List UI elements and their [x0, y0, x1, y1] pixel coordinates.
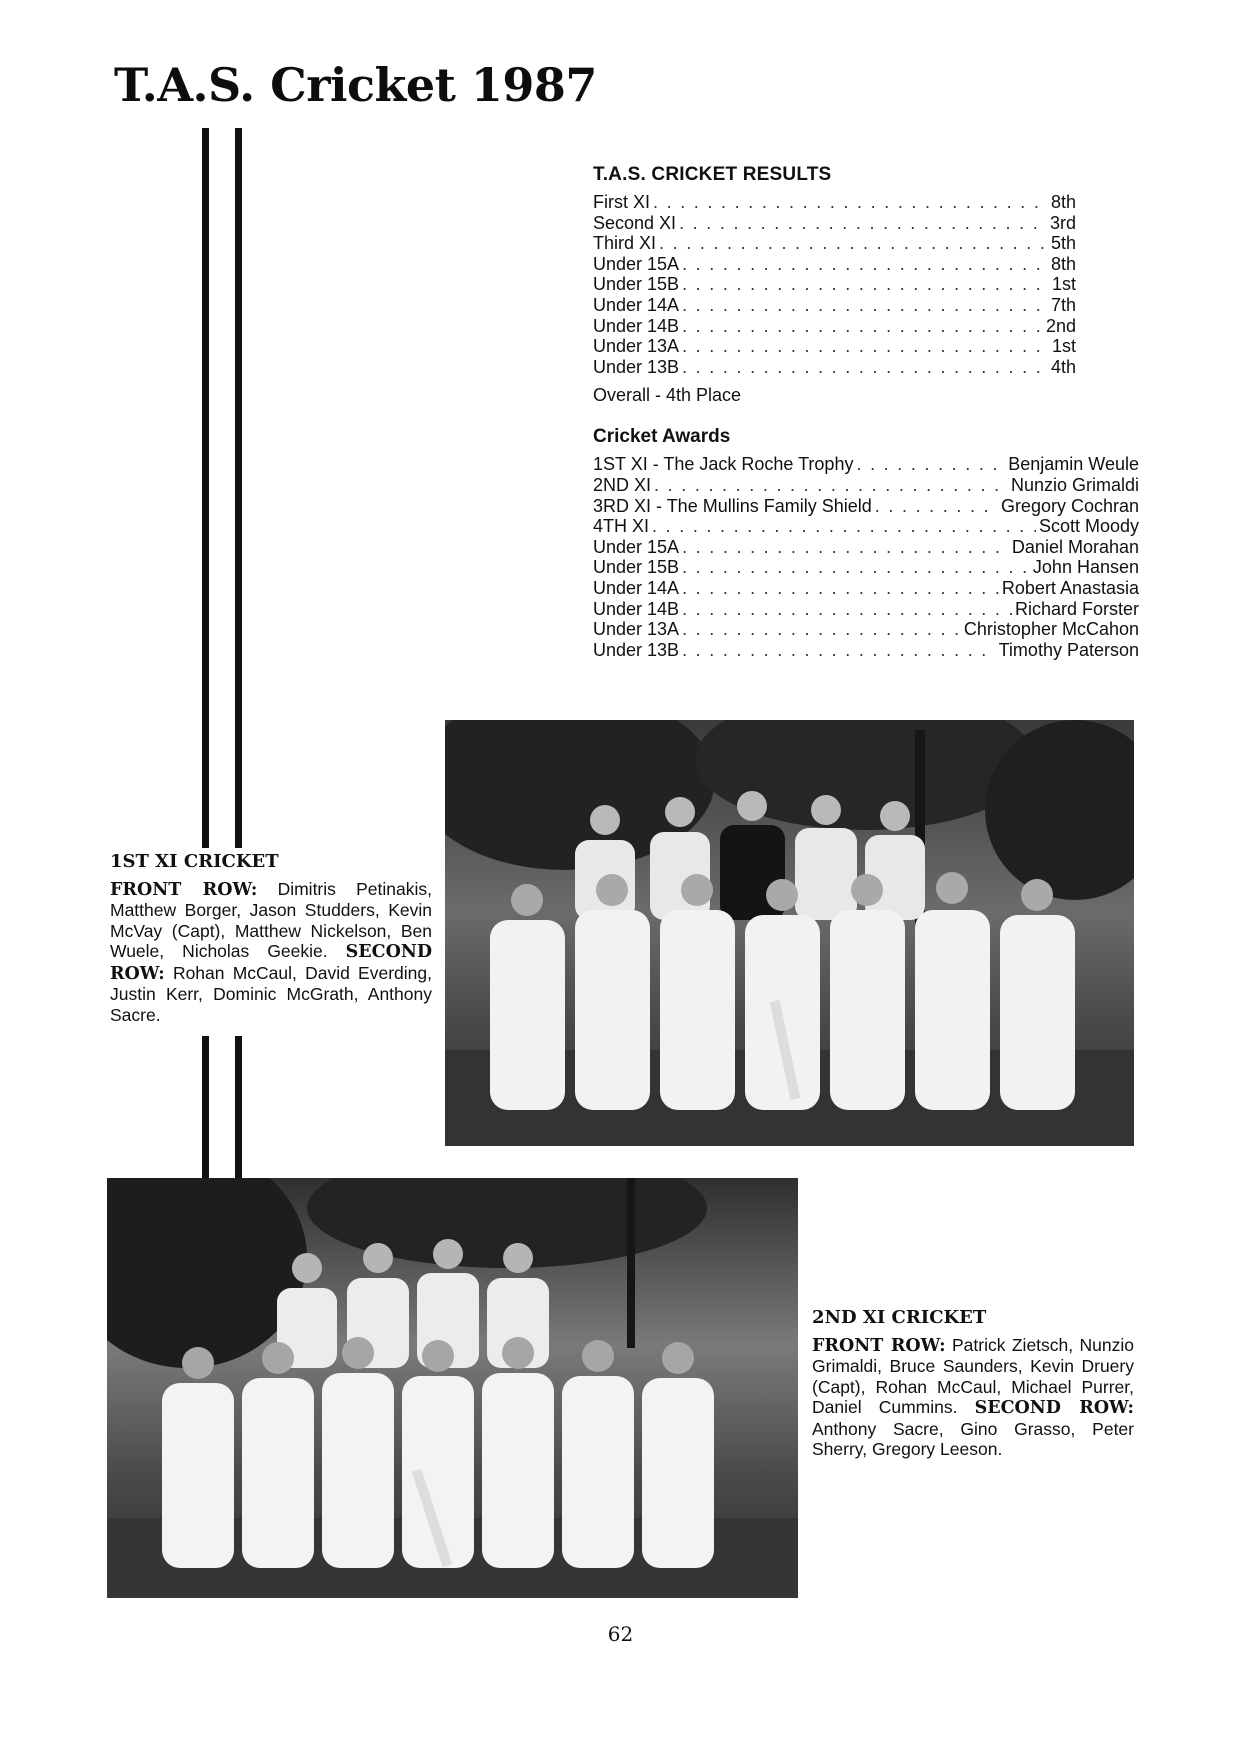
result-row — [593, 274, 1076, 295]
award-winner: Benjamin Weule — [1008, 454, 1139, 475]
front-row-names: Patrick Zietsch, Nunzio Grimaldi, Bruce Saunders, Kevin Druery (Capt), Rohan McCaul, Michael Purrer, Daniel Cummins. — [812, 1334, 1134, 1417]
second-xi-heading: 2ND XI CRICKET — [812, 1307, 987, 1328]
result-team: Second XI — [593, 212, 677, 233]
award-name: 4TH XI — [593, 516, 650, 537]
award-name: Under 13B — [593, 639, 680, 660]
award-row — [593, 537, 1139, 558]
results-section — [593, 164, 1139, 660]
result-place: 7th — [1050, 294, 1076, 315]
result-place: 2nd — [1045, 315, 1076, 336]
award-row — [593, 619, 1139, 640]
second-row-names: Rohan McCaul, David Everding, Justin Kerr, Dominic McGrath, Anthony Sacre. — [110, 962, 432, 1025]
awards-heading: Cricket Awards — [593, 426, 731, 448]
result-team: Under 14A — [593, 294, 680, 315]
result-team: Under 15B — [593, 274, 680, 295]
result-place: 4th — [1050, 356, 1076, 377]
result-row — [593, 316, 1076, 337]
result-row — [593, 233, 1076, 254]
stump-line — [235, 1036, 242, 1182]
award-row — [593, 640, 1139, 661]
second-xi-caption — [812, 1308, 1134, 1460]
first-xi-team-photo — [445, 720, 1134, 1146]
award-name: Under 13A — [593, 619, 680, 640]
overall-placing: Overall - 4th Place — [593, 385, 742, 406]
awards-list — [593, 454, 1139, 660]
second-xi-names — [812, 1335, 1134, 1460]
award-winner: John Hansen — [1032, 557, 1139, 578]
second-xi-team-photo — [107, 1178, 798, 1598]
award-winner: Daniel Morahan — [1011, 536, 1139, 557]
award-name: 3RD XI - The Mullins Family Shield — [593, 495, 872, 516]
award-row — [593, 578, 1139, 599]
award-row — [593, 557, 1139, 578]
stump-line — [202, 128, 209, 848]
page-title: T.A.S. Cricket 1987 — [114, 58, 597, 112]
award-row — [593, 454, 1139, 475]
result-place: 8th — [1050, 192, 1076, 212]
award-winner: Gregory Cochran — [1000, 495, 1139, 516]
result-place: 3rd — [1049, 212, 1076, 233]
first-xi-caption — [110, 852, 432, 1025]
award-row — [593, 516, 1139, 537]
second-row-names: Anthony Sacre, Gino Grasso, Peter Sherry, Gregory Leeson. — [812, 1418, 1134, 1459]
award-name: Under 14A — [593, 577, 680, 598]
result-row — [593, 213, 1076, 234]
award-winner: Christopher McCahon — [963, 619, 1139, 640]
result-row — [593, 254, 1076, 275]
result-place: 5th — [1050, 233, 1076, 254]
stump-line — [202, 1036, 209, 1182]
result-row — [593, 192, 1076, 213]
result-place: 8th — [1050, 253, 1076, 274]
result-team: Under 13B — [593, 356, 680, 377]
result-place: 1st — [1051, 274, 1076, 295]
award-name: Under 15B — [593, 557, 680, 578]
first-xi-heading: 1ST XI CRICKET — [110, 851, 279, 872]
award-name: Under 15A — [593, 536, 680, 557]
result-place: 1st — [1051, 336, 1076, 357]
result-team: First XI — [593, 192, 650, 212]
award-name: Under 14B — [593, 598, 680, 619]
front-row-label: FRONT ROW: — [110, 879, 258, 900]
result-team: Under 14B — [593, 315, 680, 336]
award-name: 2ND XI — [593, 474, 652, 495]
award-winner: Nunzio Grimaldi — [1010, 474, 1139, 495]
second-row-label: SECOND ROW: — [110, 942, 432, 984]
result-team: Under 15A — [593, 253, 680, 274]
award-row — [593, 496, 1139, 517]
award-row — [593, 599, 1139, 620]
award-name: 1ST XI - The Jack Roche Trophy — [593, 454, 854, 475]
result-team: Under 13A — [593, 336, 680, 357]
first-xi-names — [110, 879, 432, 1026]
result-row — [593, 357, 1076, 378]
award-winner: Timothy Paterson — [998, 639, 1139, 660]
result-team: Third XI — [593, 233, 657, 254]
results-list — [593, 192, 1076, 377]
award-winner: Scott Moody — [1038, 516, 1139, 537]
front-row-label: FRONT ROW: — [812, 1335, 946, 1356]
result-row — [593, 295, 1076, 316]
award-winner: Richard Forster — [1014, 598, 1139, 619]
results-heading: T.A.S. CRICKET RESULTS — [593, 164, 832, 185]
result-row — [593, 336, 1076, 357]
front-row-names: Dimitris Petinakis, Matthew Borger, Jason Studders, Kevin McVay (Capt), Matthew Nickelson, Ben Wuele, Nicholas Geekie. — [110, 878, 432, 961]
award-row — [593, 475, 1139, 496]
stump-line — [235, 128, 242, 848]
page-number: 62 — [607, 1622, 634, 1646]
second-row-label: SECOND ROW: — [974, 1398, 1134, 1418]
award-winner: Robert Anastasia — [1001, 577, 1139, 598]
